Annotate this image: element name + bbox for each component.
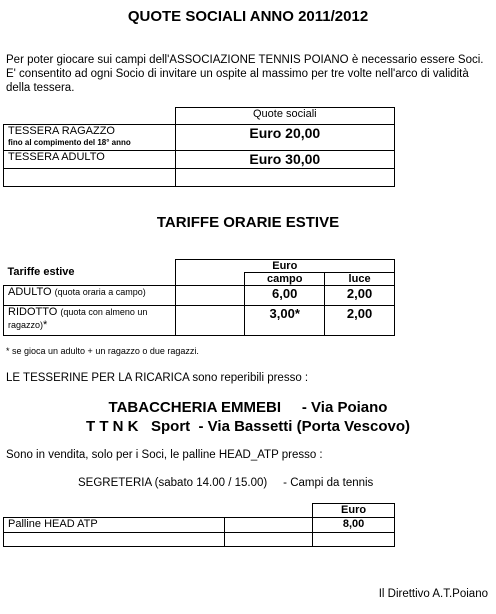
row-label: RIDOTTO (8, 306, 58, 318)
page-title: QUOTE SOCIALI ANNO 2011/2012 (127, 8, 369, 25)
tariffe-row-ridotto (4, 306, 176, 336)
quote-value: Euro 20,00 (175, 125, 394, 151)
row-note: (quota oraria a campo) (54, 287, 146, 297)
tariffe-row-adulto (4, 286, 176, 306)
campo-value: 3,00* (245, 306, 325, 336)
luce-value: 2,00 (325, 286, 395, 306)
quote-table (3, 107, 395, 187)
palline-intro: Sono in vendita, solo per i Soci, le palline HEAD_ATP presso : (6, 449, 323, 461)
row-note: (quota con almeno un ragazzo) (8, 307, 148, 330)
quote-label: TESSERA ADULTO (8, 151, 105, 163)
luce-value: 2,00 (325, 306, 395, 336)
intro-paragraph: Per poter giocare sui campi dell'ASSOCIAZIONE TENNIS POIANO è necessario essere Soci. E' consentito ad ogni Socio di invitare un ospite al massimo per tre volte nell'arco di validità della tessera. (6, 54, 484, 94)
quote-value: Euro 30,00 (175, 151, 394, 169)
palline-table (3, 503, 395, 547)
quote-row-ragazzo (4, 125, 176, 151)
col-campo: campo (245, 273, 325, 286)
segreteria-text: SEGRETERIA (sabato 14.00 / 15.00) - Campi da tennis (78, 477, 374, 489)
col-luce: luce (325, 273, 395, 286)
tariffe-currency: Euro (175, 260, 394, 273)
tariffe-table (3, 259, 395, 336)
row-suffix: * (43, 319, 48, 331)
tariffe-label: Tariffe estive (4, 260, 176, 286)
shop-tabaccheria: TABACCHERIA EMMEBI - Via Poiano (108, 399, 388, 416)
palline-currency: Euro (313, 504, 395, 518)
tariffe-title: TARIFFE ORARIE ESTIVE (156, 214, 340, 231)
quote-note: fino al compimento del 18° anno (8, 138, 131, 147)
quote-header: Quote sociali (175, 108, 394, 125)
quote-row-adulto (4, 151, 176, 169)
palline-item: Palline HEAD ATP (4, 518, 225, 533)
tesserine-text: LE TESSERINE PER LA RICARICA sono reperibili presso : (6, 372, 309, 384)
palline-price: 8,00 (313, 518, 395, 533)
campo-value: 6,00 (245, 286, 325, 306)
quote-label: TESSERA RAGAZZO (8, 125, 115, 137)
signature: Il Direttivo A.T.Poiano (378, 588, 488, 600)
footnote: * se gioca un adulto + un ragazzo o due ragazzi. (6, 346, 199, 356)
shop-ttnk: T T N K Sport - Via Bassetti (Porta Vescovo) (86, 418, 410, 435)
row-label: ADULTO (8, 286, 52, 298)
